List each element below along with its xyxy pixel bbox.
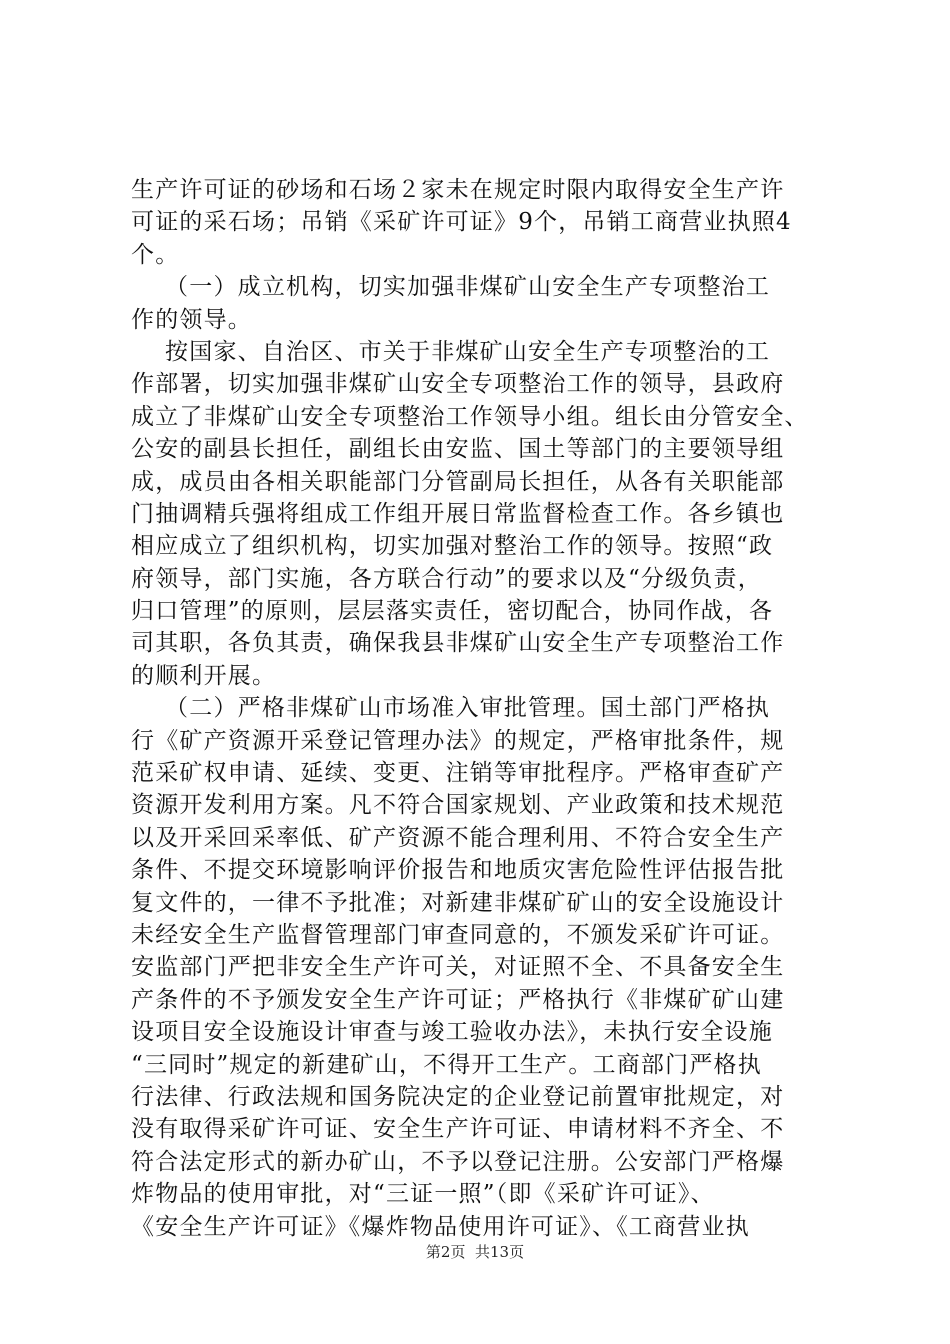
text-line: 范采矿权申请、延续、变更、注销等审批程序。严格审查矿产 [131,760,785,787]
page-number-label: 第2页 共13页 [425,1243,525,1261]
text-line: 设项目安全设施设计审查与竣工验收办法》，未执行安全设施 [131,1019,773,1046]
text-line: 没有取得采矿许可证、安全生产许可证、申请材料不齐全、不 [131,1116,785,1143]
text-line: 公安的副县长担任，副组长由安监、国土等部门的主要领导组 [131,436,785,463]
text-line: 未经安全生产监督管理部门审查同意的，不颁发采矿许可证。 [131,921,785,948]
text-line: （一）成立机构，切实加强非煤矿山安全生产专项整治工 [131,274,771,301]
text-line: 安监部门严把非安全生产许可关，对证照不全、不具备安全生 [131,954,785,981]
text-line: 的顺利开展。 [131,662,277,689]
text-line: 条件、不提交环境影响评价报告和地质灾害危险性评估报告批 [131,857,785,884]
page-footer [0,1242,950,1262]
text-line: 《安全生产许可证》《爆炸物品使用许可证》、《工商营业执 [131,1213,750,1240]
text-line: 门抽调精兵强将组成工作组开展日常监督检查工作。各乡镇也 [131,500,785,527]
text-line: 行《矿产资源开采登记管理办法》的规定，严格审批条件，规 [131,727,785,754]
text-line: 司其职，各负其责，确保我县非煤矿山安全生产专项整治工作 [131,630,785,657]
text-line: 以及开采回采率低、矿产资源不能合理利用、不符合安全生产 [131,824,785,851]
text-line: （二）严格非煤矿山市场准入审批管理。国土部门严格执 [131,695,771,722]
text-line: 按国家、自治区、市关于非煤矿山安全生产专项整治的工 [131,338,771,365]
text-line: 成，成员由各相关职能部门分管副局长担任，从各有关职能部 [131,468,785,495]
text-line: 行法律、行政法规和国务院决定的企业登记前置审批规定，对 [131,1083,785,1110]
text-line: 作的领导。 [131,306,252,333]
document-body [131,174,831,1243]
text-line: 产条件的不予颁发安全生产许可证；严格执行《非煤矿矿山建 [131,986,785,1013]
text-line: 府领导，部门实施，各方联合行动”的要求以及“分级负责， [131,565,762,592]
text-line: 相应成立了组织机构，切实加强对整治工作的领导。按照“政 [131,533,774,560]
text-line: 生产许可证的砂场和石场２家未在规定时限内取得安全生产许 [131,177,785,203]
text-line: 作部署，切实加强非煤矿山安全专项整治工作的领导，县政府 [131,371,785,398]
text-line: 个。 [131,241,180,268]
text-line: 资源开发利用方案。凡不符合国家规划、产业政策和技术规范 [131,792,785,819]
text-line: 符合法定形式的新办矿山，不予以登记注册。公安部门严格爆 [131,1148,785,1175]
text-line: 可证的采石场；吊销《采矿许可证》9个，吊销工商营业执照4 [131,209,792,236]
text-line: 成立了非煤矿山安全专项整治工作领导小组。组长由分管安全、 [131,403,809,430]
text-line: 归口管理”的原则，层层落实责任，密切配合，协同作战，各 [131,598,774,625]
text-line: “三同时”规定的新建矿山，不得开工生产。工商部门严格执 [131,1051,762,1078]
text-line: 复文件的，一律不予批准；对新建非煤矿矿山的安全设施设计 [131,889,785,916]
text-line: 炸物品的使用审批，对“三证一照”（即《采矿许可证》、 [131,1181,715,1208]
